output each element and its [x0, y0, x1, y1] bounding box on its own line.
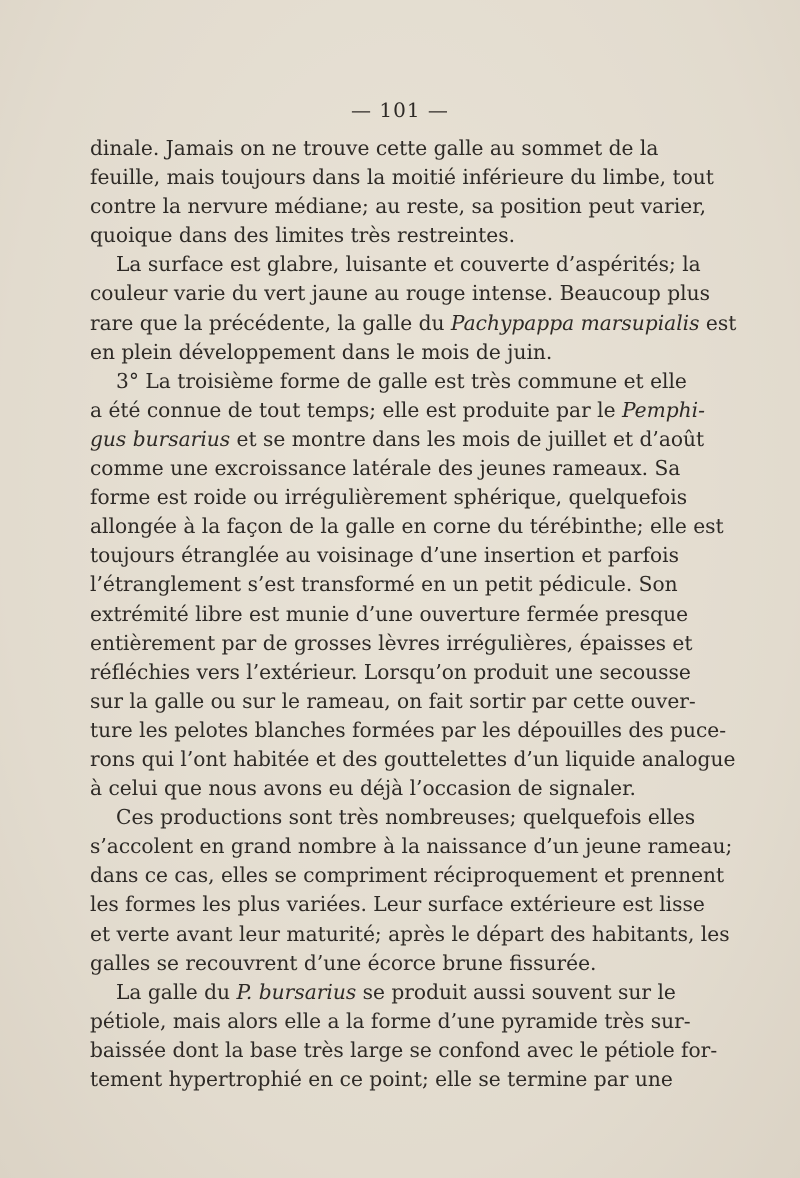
text-line: tement hypertrophié en ce point; elle se termine par une [90, 1067, 673, 1091]
text-line: sur la galle ou sur le rameau, on fait sortir par cette ouver- [90, 688, 696, 713]
paragraph [90, 367, 736, 803]
text-line: rare que la précédente, la galle du Pachypappa marsupialis est [90, 310, 737, 335]
text-line: 3° La troisième forme de galle est très commune et elle [116, 368, 687, 393]
text-line: allongée à la façon de la galle en corne du térébinthe; elle est [90, 514, 724, 539]
paragraph [90, 978, 718, 1094]
paragraph [90, 250, 737, 366]
text-line: forme est roide ou irrégulièrement sphérique, quelquefois [90, 485, 688, 510]
text-line: extrémité libre est munie d’une ouverture fermée presque [90, 601, 689, 626]
text-line: a été connue de tout temps; elle est produite par le Pemphi- [90, 397, 705, 422]
text-line: entièrement par de grosses lèvres irrégulières, épaisses et [90, 630, 693, 655]
text-line: quoique dans des limites très restreintes. [90, 223, 516, 248]
text-line: pétiole, mais alors elle a la forme d’une pyramide très sur- [90, 1008, 691, 1033]
page-number: — 101 — [351, 98, 449, 122]
text-line: dinale. Jamais on ne trouve cette galle au sommet de la [90, 136, 659, 160]
text-line: les formes les plus variées. Leur surface extérieure est lisse [90, 892, 705, 917]
text-line: contre la nervure médiane; au reste, sa position peut varier, [90, 194, 707, 219]
text-line: comme une excroissance latérale des jeunes rameaux. Sa [90, 456, 681, 481]
paragraph [90, 803, 733, 978]
text-line: La galle du P. bursarius se produit aussi souvent sur le [116, 979, 676, 1004]
text-line: gus bursarius et se montre dans les mois de juillet et d’août [90, 426, 705, 451]
text-line: feuille, mais toujours dans la moitié inférieure du limbe, tout [90, 165, 714, 190]
text-line: rons qui l’ont habitée et des gouttelettes d’un liquide analogue [90, 746, 736, 771]
text-line: baissée dont la base très large se confond avec le pétiole for- [90, 1037, 718, 1062]
text-line: galles se recouvrent d’une écorce brune fissurée. [90, 950, 597, 975]
text-line: à celui que nous avons eu déjà l’occasion de signaler. [90, 776, 636, 801]
body-text [90, 134, 737, 1094]
text-line: s’accolent en grand nombre à la naissance d’un jeune rameau; [90, 834, 733, 859]
paragraph [90, 134, 714, 250]
text-line: La surface est glabre, luisante et couverte d’aspérités; la [116, 252, 701, 277]
text-line: ture les pelotes blanches formées par les dépouilles des puce- [90, 717, 727, 742]
text-line: Ces productions sont très nombreuses; quelquefois elles [116, 805, 696, 830]
text-line: toujours étranglée au voisinage d’une insertion et parfois [90, 543, 679, 568]
text-line: réfléchies vers l’extérieur. Lorsqu’on produit une secousse [90, 659, 691, 684]
text-line: l’étranglement s’est transformé en un petit pédicule. Son [90, 572, 678, 597]
text-line: en plein développement dans le mois de juin. [90, 339, 553, 364]
text-line: et verte avant leur maturité; après le départ des habitants, les [90, 921, 730, 946]
text-line: couleur varie du vert jaune au rouge intense. Beaucoup plus [90, 281, 710, 306]
text-line: dans ce cas, elles se compriment réciproquement et prennent [90, 863, 725, 888]
